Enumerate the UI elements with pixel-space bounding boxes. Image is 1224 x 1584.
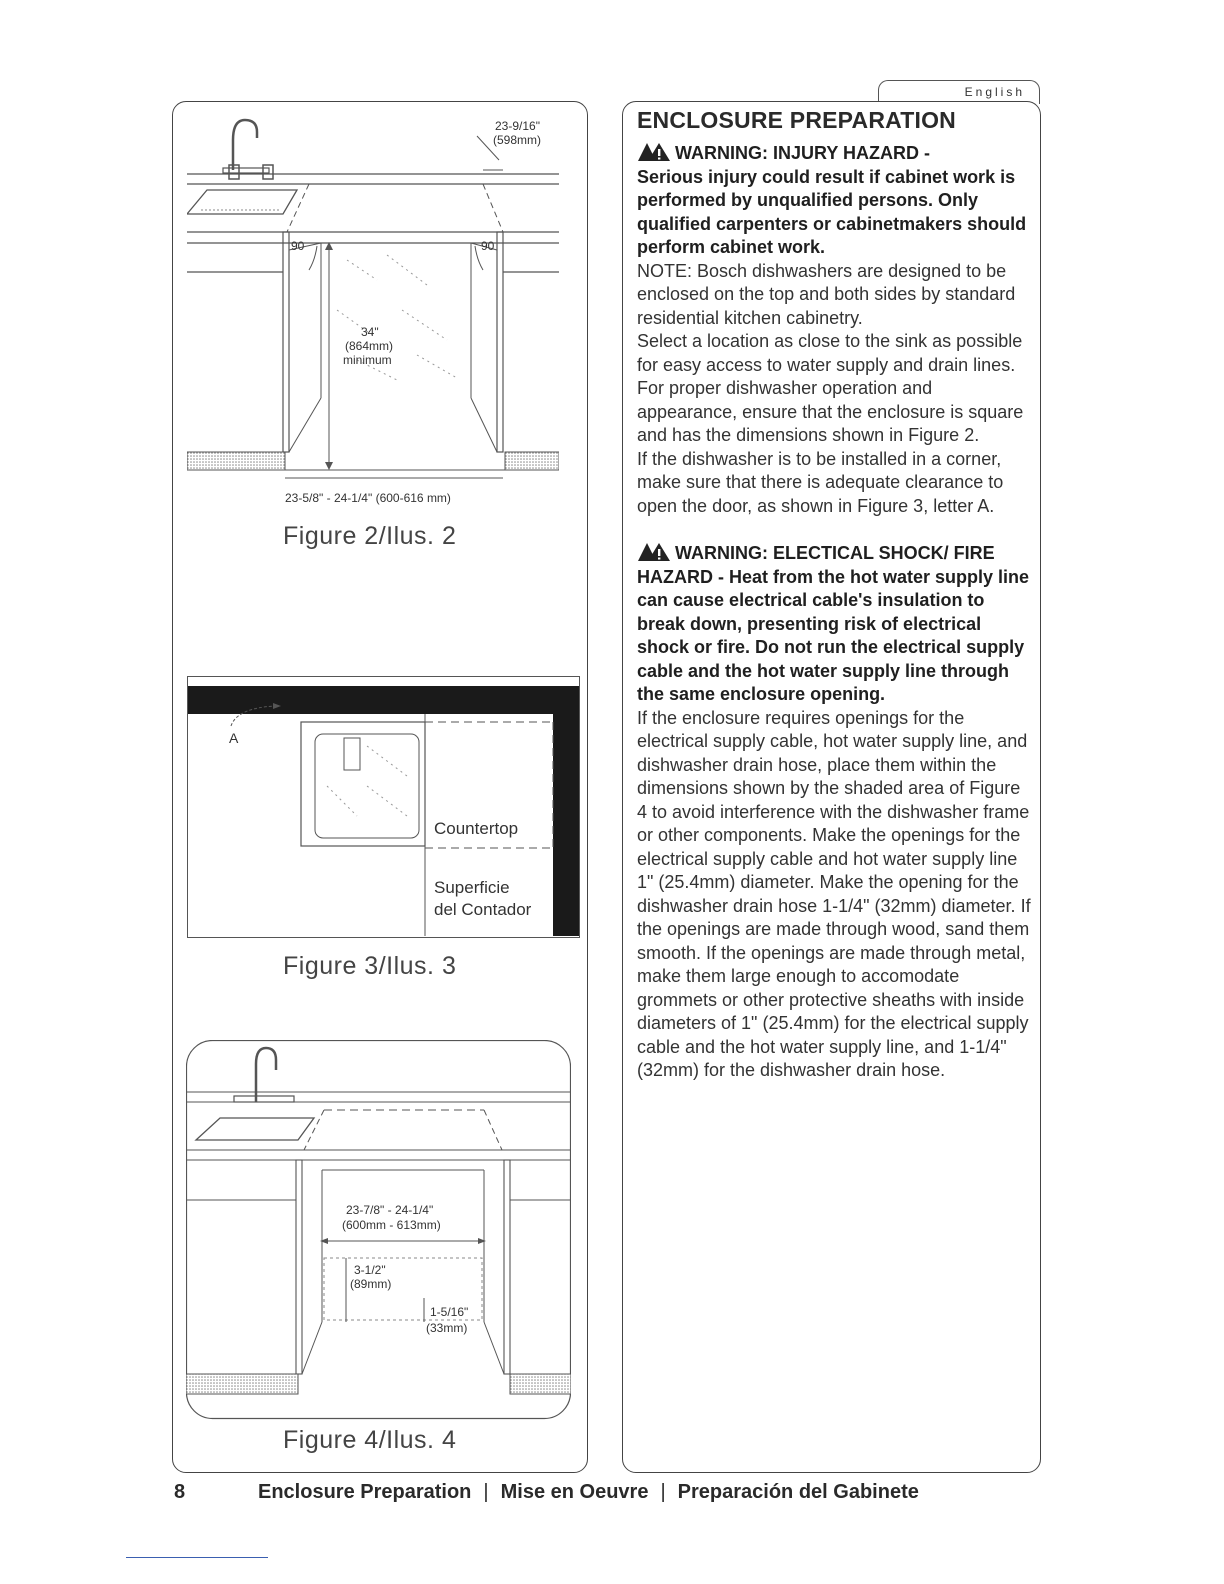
note-paragraph: NOTE: Bosch dishwashers are designed to be enclosed on the top and both sides by standard residential kitchen cabinetry. [637,260,1016,328]
fig4-height-a: 3-1/2" [354,1263,386,1277]
page-footer [174,1481,919,1504]
corner-paragraph: If the dishwasher is to be installed in a corner, make sure that there is adequate clearance to open the door, as shown in Figure 3, letter A. [637,448,1004,516]
footer-separator: | [483,1481,489,1503]
location-paragraph: Select a location as close to the sink as possible for easy access to water supply and drain lines. [637,331,1023,375]
fig3-countertop: Countertop [434,819,519,838]
warning-injury-title: WARNING: INJURY HAZARD - [675,143,930,163]
fig4-height-b-mm: (33mm) [426,1321,468,1335]
fig2-width-top-mm: (598mm) [493,133,542,147]
warning-triangle-icon [637,542,671,562]
fig2-angle-left: 90 [291,239,305,253]
fig2-width-bottom: 23-5/8" - 24-1/4" (600-616 mm) [285,491,451,505]
warning-injury [637,142,1033,260]
section-content [637,107,1033,1083]
warning-triangle-icon [637,142,671,162]
fig2-width-top: 23-9/16" [495,119,540,133]
figure-2-caption: Figure 2/Ilus. 2 [283,522,457,550]
figure-4-diagram [186,1040,571,1420]
warning-electrical [637,542,1033,707]
fig2-angle-right: 90 [481,239,495,253]
language-tab: English [878,80,1040,104]
warning-injury-body: Serious injury could result if cabinet work is performed by unqualified persons. Only qualified carpenters or cabinetmakers should perform cabinet work. [637,166,1027,257]
fig4-height-b: 1-5/16" [430,1305,469,1319]
fig3-label-a: A [229,730,239,746]
openings-paragraph: If the enclosure requires openings for the electrical supply cable, hot water supply line, and dishwasher drain hose, place them within the dimensions shown by the shaded area of Figure 4 to avoid interference with the dishwasher frame or other components. Make the openings for the electrical supply cable and hot water supply line 1" (25.4mm) diameter. Make the opening for the dishwasher drain hose 1-1/4" (32mm) diameter. If the openings are made through wood, sand them smooth. If the openings are made through metal, make them large enough to accomodate grommets or other protective sheaths with inside diameters of 1" (25.4mm) for the electrical supply cable and the hot water supply line, and 1-1/4" (32mm) for the dishwasher drain hose. [637,707,1031,1080]
section-title: ENCLOSURE PREPARATION [637,107,956,133]
page-number: 8 [174,1481,186,1503]
footer-rule [126,1557,268,1558]
footer-es: Preparación del Gabinete [677,1481,919,1503]
fig4-width-mm: (600mm - 613mm) [342,1218,441,1232]
fig2-height-note: minimum [343,353,392,367]
fig3-countertop-es-2: del Contador [434,900,532,919]
footer-fr: Mise en Oeuvre [500,1481,649,1503]
figure-3-caption: Figure 3/Ilus. 3 [283,952,457,980]
footer-en: Enclosure Preparation [258,1481,472,1503]
footer-separator: | [660,1481,666,1503]
warning-electrical-text: WARNING: ELECTICAL SHOCK/ FIRE HAZARD - Heat from the hot water supply line can cause electrical cable's insulation to break down, presenting risk of electrical shock or fire. Do not run the electrical supply cable and the hot water supply line through the same enclosure opening. [637,543,1030,704]
figure-2-diagram [187,110,559,510]
square-paragraph: For proper dishwasher operation and appearance, ensure that the enclosure is square and has the dimensions shown in Figure 2. [637,378,1024,445]
fig4-width: 23-7/8" - 24-1/4" [346,1203,434,1217]
figure-4-caption: Figure 4/Ilus. 4 [283,1426,457,1454]
fig2-height: 34" [361,325,379,339]
figure-3-diagram [187,676,580,938]
fig4-height-a-mm: (89mm) [350,1277,392,1291]
fig2-height-mm: (864mm) [345,339,394,353]
fig3-countertop-es-1: Superficie [434,878,510,897]
